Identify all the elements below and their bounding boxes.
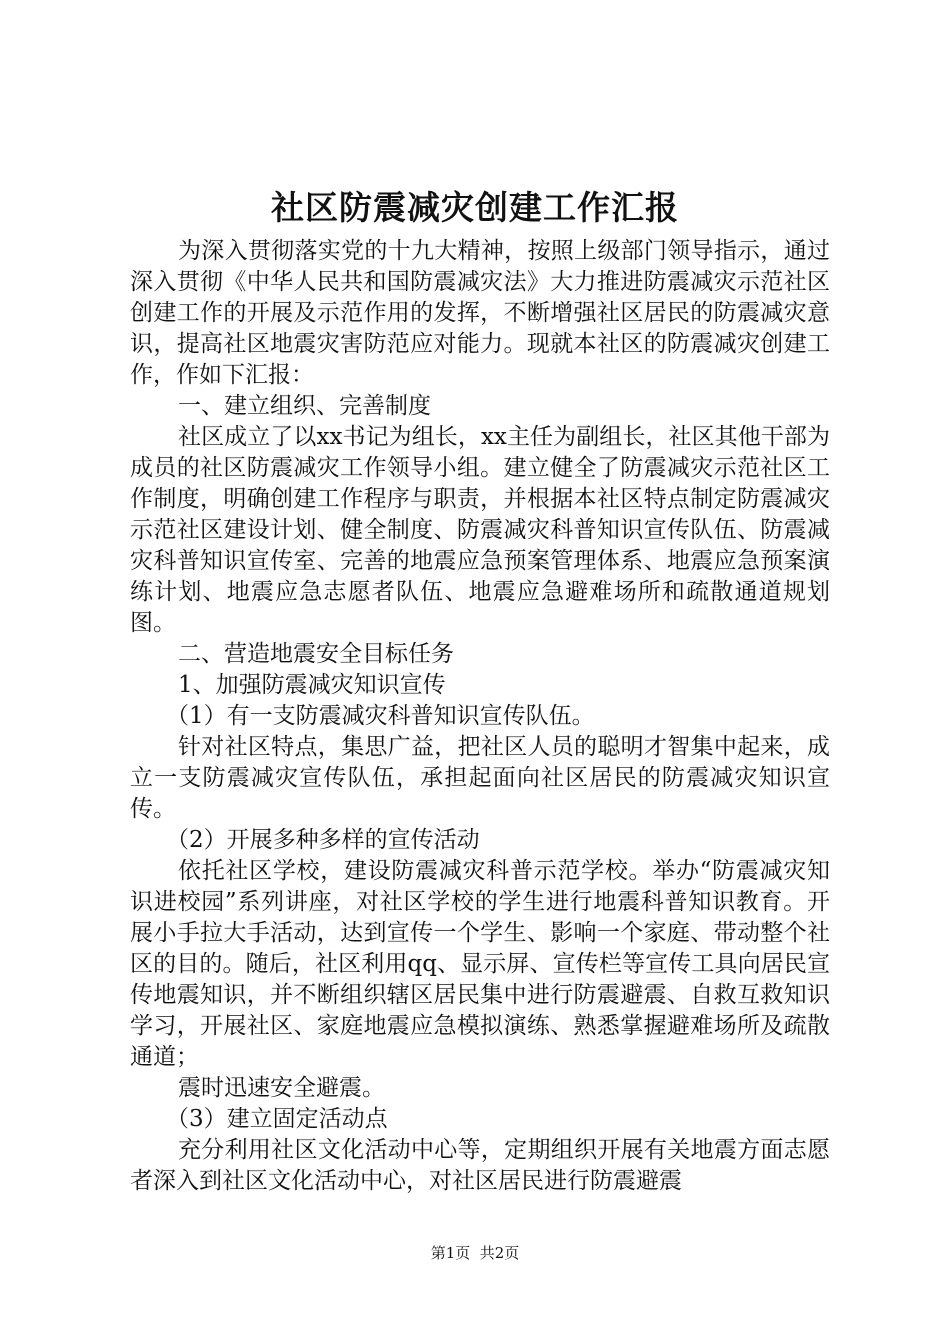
document-title: 社区防震减灾创建工作汇报 [271, 188, 679, 227]
section-heading-2: 二、营造地震安全目标任务 [178, 641, 454, 667]
page-number-label: 第1页 共2页 [430, 1244, 520, 1262]
item-3-paragraph: 充分利用社区文化活动中心等，定期组织开展有关地震方面志愿者深入到社区文化活动中心，对社区居民进行防震避震 [130, 1137, 830, 1194]
document-body [130, 236, 830, 1197]
subsection-heading-1: 1、加强防震减灾知识宣传 [178, 672, 446, 698]
section-1-paragraph: 社区成立了以xx书记为组长，xx主任为副组长，社区其他干部为成员的社区防震减灾工作领导小组。建立健全了防震减灾示范社区工作制度，明确创建工作程序与职责，并根据本社区特点制定防震减灾示范社区建设计划、健全制度、防震减灾科普知识宣传队伍、防震减灾科普知识宣传室、完善的地震应急预案管理体系、地震应急预案演练计划、地震应急志愿者队伍、地震应急避难场所和疏散通道规划图。 [130, 424, 830, 636]
intro-paragraph: 为深入贯彻落实党的十九大精神，按照上级部门领导指示，通过深入贯彻《中华人民共和国防震减灾法》大力推进防震减灾示范社区创建工作的开展及示范作用的发挥，不断增强社区居民的防震减灾意识，提高社区地震灾害防范应对能力。现就本社区的防震减灾创建工作，作如下汇报： [130, 238, 830, 388]
item-2-paragraph: 依托社区学校，建设防震减灾科普示范学校。举办“防震减灾知识进校园”系列讲座，对社区学校的学生进行地震科普知识教育。开展小手拉大手活动，达到宣传一个学生、影响一个家庭、带动整个社区的目的。随后，社区利用qq、显示屏、宣传栏等宣传工具向居民宣传地震知识，并不断组织辖区居民集中进行防震避震、自救互救知识学习，开展社区、家庭地震应急模拟演练、熟悉掌握避难场所及疏散通道； [130, 858, 830, 1070]
item-1-paragraph: 针对社区特点，集思广益，把社区人员的聪明才智集中起来，成立一支防震减灾宣传队伍，承担起面向社区居民的防震减灾知识宣传。 [130, 734, 830, 822]
item-2-paragraph-continued: 震时迅速安全避震。 [178, 1075, 385, 1101]
item-heading-3: （3）建立固定活动点 [166, 1106, 388, 1132]
item-heading-2: （2）开展多种多样的宣传活动 [166, 827, 480, 853]
page-footer [0, 1243, 950, 1263]
section-heading-1: 一、建立组织、完善制度 [178, 393, 431, 419]
item-heading-1: （1）有一支防震减灾科普知识宣传队伍。 [166, 703, 595, 729]
